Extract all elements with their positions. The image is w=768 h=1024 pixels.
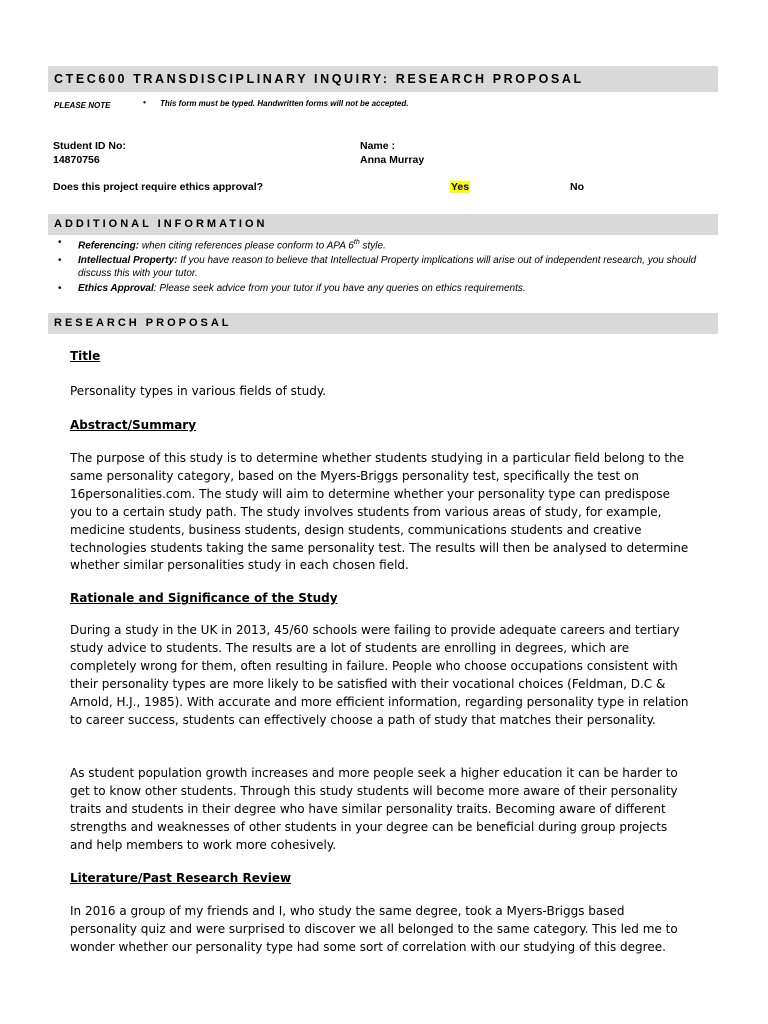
rationale-heading: Rationale and Significance of the Study — [70, 591, 338, 605]
info-item-label: Ethics Approval — [78, 283, 154, 295]
student-id-value[interactable]: 14870756 — [53, 154, 100, 166]
student-id-label: Student ID No: — [53, 140, 126, 152]
bullet-icon: • — [58, 283, 62, 295]
rationale-paragraph-2: As student population growth increases and more people seek a higher education it can be harder to get to know other students. Through this study students will become more aware of their personality traits and students in their degree who have similar personality traits. Becoming aware of different strengths and weaknesses of other students in your degree can be beneficial during group projects and help members to work more cohesively. — [70, 766, 678, 852]
literature-heading: Literature/Past Research Review — [70, 871, 292, 885]
info-item-superscript: th — [353, 239, 360, 246]
title-text: Personality types in various fields of study. — [70, 384, 327, 398]
info-item-label: Referencing: — [78, 240, 140, 252]
additional-info-list — [56, 236, 716, 297]
form-title: CTEC600 TRANSDISCIPLINARY INQUIRY: RESEARCH PROPOSAL — [48, 66, 718, 92]
note-bullet: • — [143, 98, 146, 107]
please-note-text: This form must be typed. Handwritten forms will not be accepted. — [160, 99, 409, 108]
bullet-icon: • — [58, 255, 62, 267]
name-value[interactable]: Anna Murray — [360, 154, 425, 166]
rationale-paragraph-1: During a study in the UK in 2013, 45/60 schools were failing to provide adequate careers and tertiary study advice to students. The results are a lot of students are enrolling in degrees, which are completely wrong for them, often resulting in failure. People who choose occupations consistent with their personality types are more likely to be satisfied with their vocational choices (Feldman, D.C & Arnold, H.J., 1985). With accurate and more efficient information, regarding personality type in relation to career success, students can effectively choose a path of study that matches their personality. — [70, 623, 689, 727]
info-item-referencing — [56, 236, 716, 252]
info-item-text: If you have reason to believe that Intellectual Property implications will arise out of independent research, you should discuss this with your tutor. — [78, 255, 697, 280]
info-item-text-end: style. — [359, 240, 386, 252]
ethics-question: Does this project require ethics approval? — [53, 181, 264, 193]
ethics-yes-option[interactable] — [450, 181, 470, 193]
info-item-text: : Please seek advice from your tutor if you have any queries on ethics requirements. — [153, 283, 526, 295]
abstract-text: The purpose of this study is to determine whether students studying in a particular field belong to the same personality category, based on the Myers-Briggs personality test, specifically the test on 16personalities.com. The study will aim to determine whether your personality type can predispose you to a certain study path. The study involves students from various areas of study, for example, medicine students, business students, design students, communications students and creative technologies students taking the same personality test. The results will then be analysed to determine whether similar personalities study in each chosen field. — [70, 451, 689, 573]
info-item-label: Intellectual Property: — [78, 255, 178, 267]
additional-info-header: ADDITIONAL INFORMATION — [48, 214, 718, 235]
research-proposal-header: RESEARCH PROPOSAL — [48, 313, 718, 334]
name-label: Name : — [360, 140, 396, 152]
info-item-text: when citing references please conform to APA 6 — [139, 240, 354, 252]
ethics-no-option[interactable]: No — [570, 181, 584, 193]
title-heading: Title — [70, 349, 101, 363]
literature-paragraph-1: In 2016 a group of my friends and I, who study the same degree, took a Myers-Briggs based personality quiz and were surprised to discover we all belonged to the same category. This led me to wonder whether our personality type had some sort of correlation with our studying of this degree. — [70, 904, 678, 954]
bullet-icon: • — [58, 237, 62, 248]
info-item-intellectual-property — [56, 254, 716, 280]
ethics-yes-highlight: Yes — [451, 181, 470, 193]
please-note-label: PLEASE NOTE — [54, 101, 111, 110]
info-item-ethics-approval — [56, 282, 716, 295]
abstract-heading: Abstract/Summary — [70, 418, 197, 432]
